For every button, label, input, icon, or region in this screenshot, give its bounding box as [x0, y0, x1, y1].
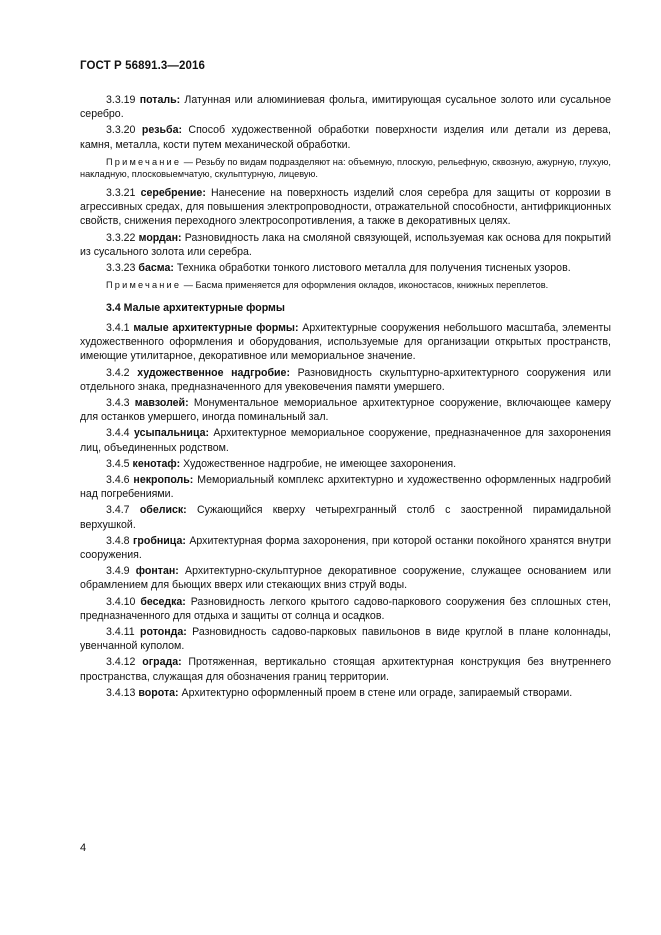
term-number: 3.4.1 — [106, 322, 130, 335]
term-definition: Монументальное мемориальное архитектурное сооружение, включающее камеру для останков умершего, иногда поминальный зал. — [80, 397, 611, 424]
term-definition: Мемориальный комплекс архитектурно и художественно оформленных надгробий над погребениями. — [80, 474, 611, 501]
document-body — [80, 93, 611, 702]
term-name: басма: — [138, 262, 174, 275]
term-number: 3.4.2 — [106, 366, 130, 379]
term-number: 3.3.21 — [106, 187, 136, 199]
note-label: Примечание — [106, 280, 182, 291]
term-name: некрополь: — [133, 474, 194, 487]
term-name: фонтан: — [135, 565, 179, 578]
note-text: — Басма применяется для оформления окладов, иконостасов, книжных переплетов. — [183, 280, 549, 291]
term-definition: Нанесение на поверхность изделий слоя серебра для защиты от коррозии в агрессивных средах, для повышения электропроводности, отражательной способности, антифрикционных свойств, снижения переходного электросопротивления, а также в декоративных целях. — [80, 187, 611, 228]
term-definition: Протяженная, вертикально стоящая архитектурная конструкция без внутреннего пространства, служащая для обозначения границ территории. — [80, 656, 611, 683]
term-entry — [80, 321, 611, 364]
term-entry — [80, 625, 611, 653]
term-number: 3.4.5 — [106, 457, 130, 470]
term-entry — [80, 457, 611, 471]
term-entry — [80, 426, 611, 454]
term-number: 3.4.4 — [106, 427, 130, 440]
term-name: резьба: — [141, 124, 182, 137]
term-entry — [80, 123, 611, 151]
term-entry — [80, 686, 611, 700]
term-number: 3.4.13 — [106, 686, 136, 699]
note-label: Примечание — [106, 156, 182, 167]
term-definition: Разновидность садово-парковых павильонов в виде круглой в плане колоннады, увенчанной куполом. — [80, 626, 611, 653]
term-number: 3.4.11 — [106, 626, 135, 639]
term-name: ограда: — [142, 656, 182, 669]
term-entry — [80, 396, 611, 424]
term-number: 3.3.22 — [106, 231, 136, 244]
note-paragraph — [80, 156, 611, 181]
term-name: ротонда: — [140, 626, 187, 639]
term-definition: Разновидность легкого крытого садово-паркового сооружения без сплошных стен, предназначенного для отдыха и защиты от солнца и осадков. — [80, 595, 611, 622]
term-entry — [80, 534, 611, 562]
term-name: малые архитектурные формы: — [133, 322, 299, 335]
term-entry — [80, 473, 611, 501]
term-definition: Архитектурные сооружения небольшого масштаба, элементы художественного оформления и оборудования, используемые для организации открытых пространств, имеющие утилитарное, декоративное или мемориальное значение. — [80, 322, 611, 363]
term-definition: Разновидность скульптурно-архитектурного сооружения или отдельного знака, предназначенного для увековечения памяти умершего. — [80, 366, 611, 393]
term-definition: Архитектурно оформленный проем в стене или ограде, запираемый створами. — [181, 686, 573, 699]
term-definition: Способ художественной обработки поверхности изделия или детали из дерева, камня, металла, кости путем механической обработки. — [80, 124, 611, 151]
term-definition: Разновидность лака на смоляной связующей, используемая как основа для покрытий из сусального золота или серебра. — [80, 231, 611, 258]
term-number: 3.4.10 — [106, 595, 136, 608]
term-definition: Архитектурное мемориальное сооружение, предназначенное для захоронения лиц, объединенных родством. — [80, 427, 611, 454]
term-entry — [80, 231, 611, 259]
term-definition: Латунная или алюминиевая фольга, имитирующая сусальное золото или сусальное серебро. — [80, 94, 611, 121]
term-name: поталь: — [139, 94, 181, 106]
note-paragraph — [80, 279, 611, 292]
term-number: 3.4.7 — [106, 504, 130, 517]
term-number: 3.4.12 — [106, 656, 136, 669]
term-definition: Художественное надгробие, не имеющее захоронения. — [183, 457, 457, 470]
term-definition: Сужающийся кверху четырехгранный столб с заостренной пирамидальной верхушкой. — [80, 504, 611, 531]
term-entry — [80, 261, 611, 275]
term-definition: Архитектурно-скульптурное декоративное сооружение, служащее основанием или обрамлением для бьющих вверх или стекающих вниз струй воды. — [80, 565, 611, 592]
term-definition: Архитектурная форма захоронения, при которой останки покойного хранятся внутри сооружения. — [80, 534, 611, 562]
term-entry — [80, 564, 611, 592]
term-number: 3.4.6 — [106, 474, 130, 487]
term-number: 3.3.19 — [106, 94, 136, 106]
term-definition: Техника обработки тонкого листового металла для получения тисненых узоров. — [176, 262, 571, 275]
note-text: — Резьбу по видам подразделяют на: объемную, плоскую, рельефную, сквозную, ажурную, глухую, накладную, плосковыемчатую, скульптурную, лицевую. — [80, 156, 611, 180]
term-entry — [80, 503, 611, 531]
document-code-header: ГОСТ Р 56891.3—2016 — [80, 60, 205, 72]
section-heading: 3.4 Малые архитектурные формы — [106, 301, 285, 314]
term-entry — [80, 186, 611, 229]
term-entry — [80, 595, 611, 623]
term-number: 3.4.3 — [106, 397, 130, 410]
term-number: 3.3.20 — [106, 124, 136, 137]
term-name: ворота: — [138, 686, 179, 699]
term-name: кенотаф: — [132, 457, 181, 470]
term-number: 3.4.8 — [106, 534, 130, 547]
term-name: художественное надгробие: — [137, 366, 290, 379]
term-name: усыпальница: — [133, 427, 210, 440]
term-name: мордан: — [138, 231, 182, 244]
term-entry — [80, 655, 611, 683]
term-entry — [80, 93, 611, 121]
term-name: обелиск: — [139, 504, 187, 517]
term-number: 3.4.9 — [106, 565, 130, 578]
term-name: мавзолей: — [134, 397, 189, 410]
term-number: 3.3.23 — [106, 262, 136, 275]
term-name: гробница: — [133, 534, 186, 547]
term-name: серебрение: — [140, 187, 206, 199]
term-entry — [80, 366, 611, 394]
term-name: беседка: — [140, 595, 186, 608]
page-number: 4 — [80, 842, 87, 854]
